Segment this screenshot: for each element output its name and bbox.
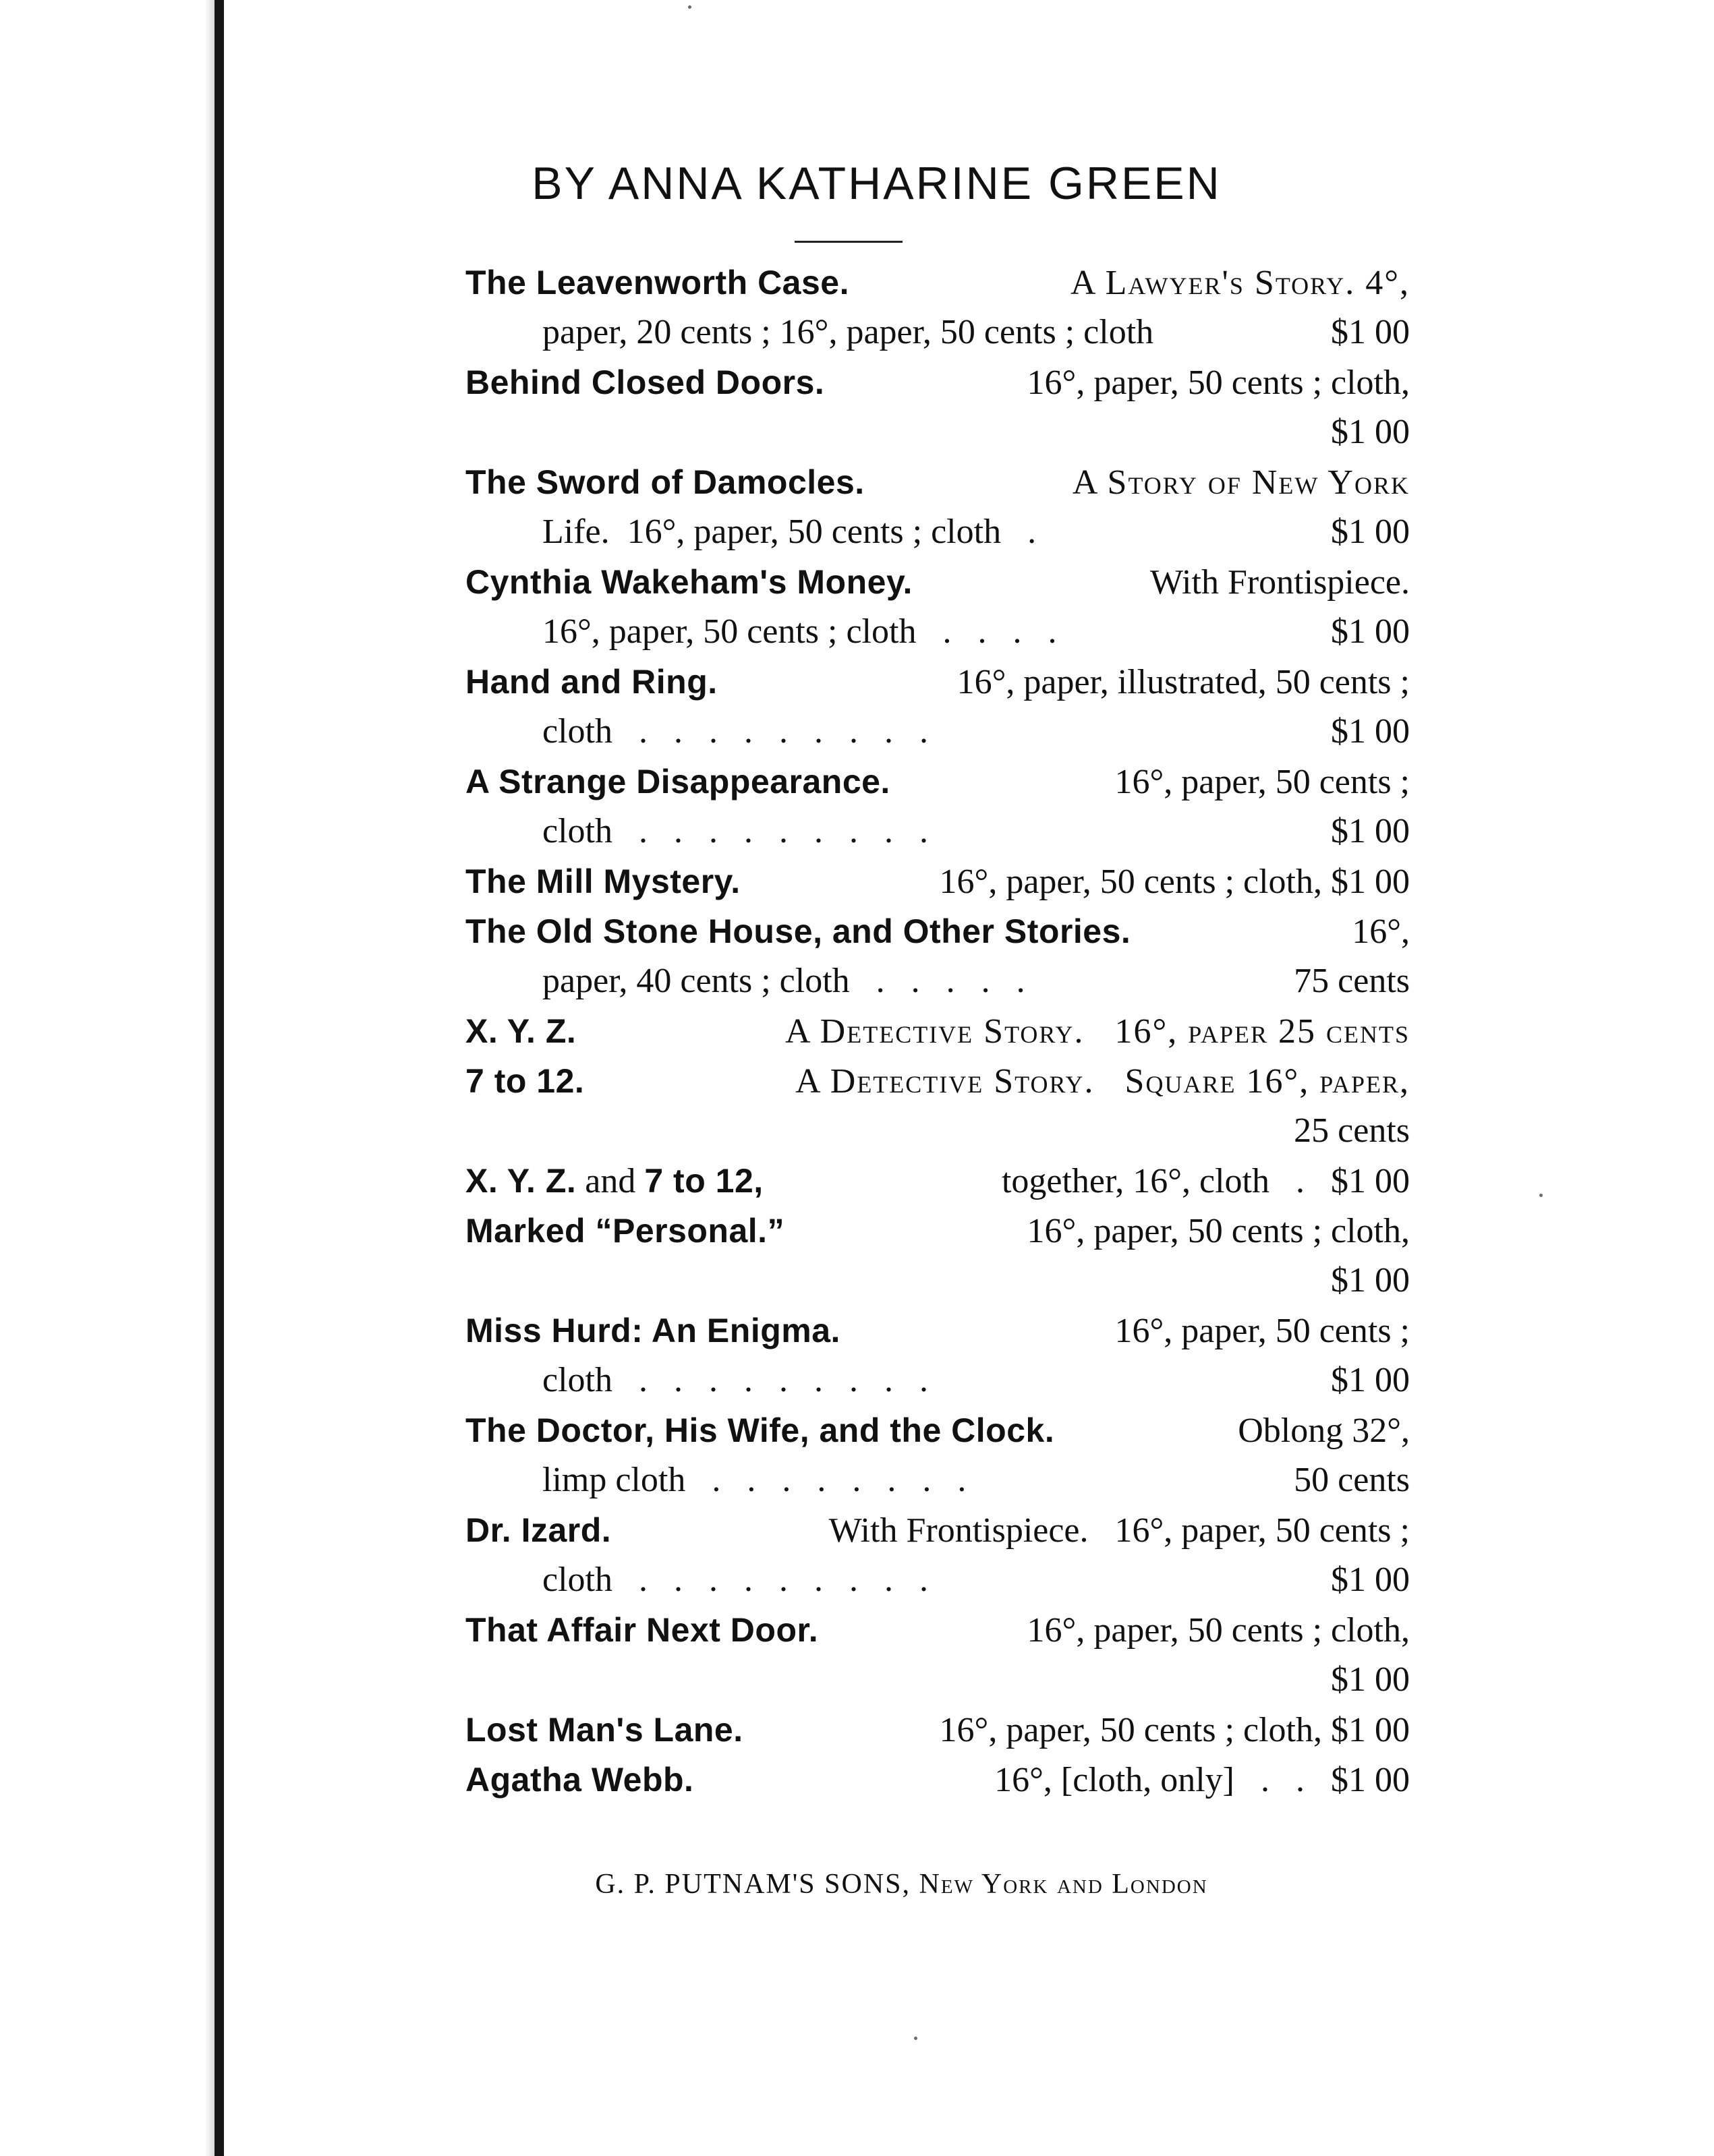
list-item xyxy=(465,1605,1410,1705)
page-heading: BY ANNA KATHARINE GREEN xyxy=(532,158,1222,209)
book-list xyxy=(465,258,1410,1805)
book-details: 16°, paper, 50 cents ; cloth, xyxy=(1027,363,1410,402)
book-details: 16°, paper, 50 cents ; xyxy=(1114,763,1410,801)
heading-rule xyxy=(795,241,903,243)
book-title: 7 to 12, xyxy=(644,1162,764,1200)
book-details: With Frontispiece. 16°, paper, 50 cents ; xyxy=(828,1511,1410,1550)
book-details: limp cloth . . . . . . . . xyxy=(542,1461,967,1499)
book-details: 16°, paper, 50 cents ; cloth, $1 00 xyxy=(939,1711,1410,1749)
publisher-imprint: G. P. PUTNAM'S SONS, New York and London xyxy=(595,1869,1208,1900)
list-item xyxy=(465,1505,1410,1605)
book-title: Dr. Izard. xyxy=(465,1511,612,1549)
conjunction: and xyxy=(585,1162,636,1200)
book-details: With Frontispiece. xyxy=(1150,563,1410,602)
book-price: $1 00 xyxy=(1331,1261,1410,1300)
book-title: Cynthia Wakeham's Money. xyxy=(465,563,913,601)
book-title: Lost Man's Lane. xyxy=(465,1711,743,1749)
book-details: cloth . . . . . . . . . xyxy=(542,1361,928,1399)
book-price: $1 00 xyxy=(1331,812,1410,850)
list-item xyxy=(465,1156,1410,1206)
book-details: cloth . . . . . . . . . xyxy=(542,812,928,850)
list-item xyxy=(465,1056,1410,1156)
book-title: 7 to 12. xyxy=(465,1062,585,1100)
book-details: 16°, paper, 50 cents ; cloth . . . . xyxy=(542,612,1057,651)
list-item xyxy=(465,1306,1410,1405)
book-title: Marked “Personal.” xyxy=(465,1212,785,1250)
book-details: Life. 16°, paper, 50 cents ; cloth . xyxy=(542,513,1037,551)
book-price: $1 00 xyxy=(1331,1561,1410,1599)
book-price: $1 00 xyxy=(1331,313,1410,351)
list-item xyxy=(465,1755,1410,1805)
book-title: The Old Stone House, and Other Stories. xyxy=(465,912,1131,950)
book-details: cloth . . . . . . . . . xyxy=(542,1561,928,1599)
book-title: The Leavenworth Case. xyxy=(465,264,849,301)
book-spine-edge xyxy=(215,0,224,2156)
book-price: 50 cents xyxy=(1294,1461,1410,1499)
book-details: 16°, paper, 50 cents ; cloth, xyxy=(1027,1611,1410,1650)
book-title: Miss Hurd: An Enigma. xyxy=(465,1312,840,1349)
book-details: 16°, xyxy=(1352,912,1410,951)
list-item xyxy=(465,657,1410,757)
book-title: Agatha Webb. xyxy=(465,1761,694,1799)
list-item xyxy=(465,1206,1410,1306)
book-price: $1 00 xyxy=(1331,712,1410,751)
book-details: 16°, paper, 50 cents ; cloth, xyxy=(1027,1212,1410,1250)
list-item xyxy=(465,1405,1410,1505)
book-price: 25 cents xyxy=(1294,1111,1410,1150)
book-price: $1 00 xyxy=(1331,1361,1410,1399)
list-item xyxy=(465,357,1410,457)
book-title: Behind Closed Doors. xyxy=(465,363,825,401)
book-details: A Story of New York xyxy=(1072,463,1410,502)
gutter-shadow xyxy=(205,0,215,2156)
book-title: X. Y. Z. xyxy=(465,1012,577,1050)
book-details: A Detective Story. Square 16°, paper, xyxy=(795,1062,1410,1101)
book-details: 16°, [cloth, only] . . $1 00 xyxy=(994,1761,1410,1799)
book-title: Hand and Ring. xyxy=(465,663,718,701)
book-details: 16°, paper, 50 cents ; cloth, $1 00 xyxy=(939,863,1410,901)
book-details: Oblong 32°, xyxy=(1238,1411,1410,1450)
book-details: 16°, paper, illustrated, 50 cents ; xyxy=(956,663,1410,701)
list-item xyxy=(465,457,1410,557)
list-item xyxy=(465,757,1410,856)
paper-speck xyxy=(1539,1194,1543,1197)
book-details: A Lawyer's Story. 4°, xyxy=(1070,264,1410,302)
book-price: $1 00 xyxy=(1331,1660,1410,1699)
book-details: 16°, paper, 50 cents ; xyxy=(1114,1312,1410,1350)
book-title: X. Y. Z. xyxy=(465,1162,577,1200)
book-price: $1 00 xyxy=(1331,513,1410,551)
list-item xyxy=(465,557,1410,657)
book-title: The Sword of Damocles. xyxy=(465,463,865,501)
list-item xyxy=(465,856,1410,906)
book-title: A Strange Disappearance. xyxy=(465,763,890,800)
book-details: paper, 40 cents ; cloth . . . . . xyxy=(542,962,1025,1000)
book-title: The Mill Mystery. xyxy=(465,863,741,900)
list-item xyxy=(465,906,1410,1006)
book-title: The Doctor, His Wife, and the Clock. xyxy=(465,1411,1055,1449)
book-details: cloth . . . . . . . . . xyxy=(542,712,928,751)
book-details: A Detective Story. 16°, paper 25 cents xyxy=(784,1012,1410,1051)
book-title: That Affair Next Door. xyxy=(465,1611,819,1649)
paper-speck xyxy=(688,5,691,9)
book-details: paper, 20 cents ; 16°, paper, 50 cents ; cloth xyxy=(542,313,1154,351)
book-details: together, 16°, cloth . $1 00 xyxy=(1001,1162,1410,1200)
list-item xyxy=(465,1006,1410,1056)
list-item xyxy=(465,1705,1410,1755)
book-price: 75 cents xyxy=(1294,962,1410,1000)
book-price: $1 00 xyxy=(1331,612,1410,651)
list-item xyxy=(465,258,1410,357)
book-price: $1 00 xyxy=(1331,413,1410,451)
paper-speck xyxy=(914,2037,917,2040)
